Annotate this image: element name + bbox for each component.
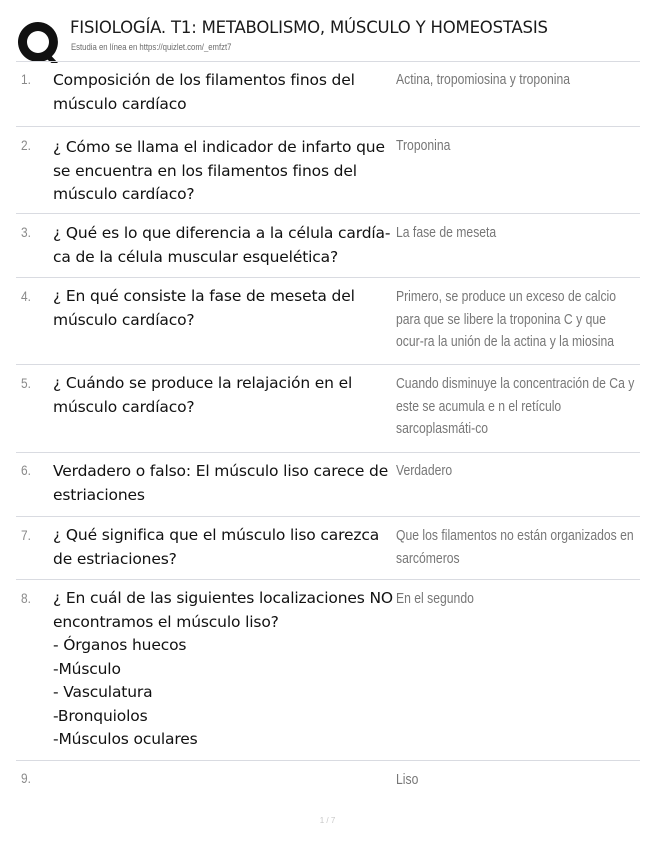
- flashcard-number: 5.: [21, 375, 31, 391]
- flashcard-row: [16, 364, 640, 452]
- flashcard-question: ¿ Qué es lo que diferencia a la célula cardía-ca de la célula muscular esquelética?: [53, 224, 391, 266]
- flashcard-number: 7.: [21, 527, 31, 543]
- flashcard-answer: Liso: [396, 772, 419, 788]
- flashcard-row: [16, 277, 640, 364]
- flashcard-question: ¿ Cuándo se produce la relajación en el músculo cardíaco?: [53, 374, 353, 416]
- flashcard-answer: La fase de meseta: [396, 225, 497, 241]
- flashcard-number: 3.: [21, 224, 31, 240]
- flashcard-row: [16, 61, 640, 126]
- quizlet-logo-icon: [16, 20, 60, 64]
- flashcard-question: Composición de los filamentos finos del músculo cardíaco: [53, 71, 355, 113]
- flashcard-question: ¿ En qué consiste la fase de meseta del músculo cardíaco?: [53, 287, 355, 329]
- flashcard-answer: Primero, se produce un exceso de calcio para que se libere la troponina C y que ocur-ra la unión de la actina y la miosina: [396, 289, 617, 350]
- flashcard-answer: En el segundo: [396, 591, 474, 607]
- flashcard-question: Verdadero o falso: El músculo liso carece de estriaciones: [53, 462, 389, 504]
- flashcard-row: [16, 126, 640, 213]
- flashcard-row: [16, 213, 640, 277]
- flashcard-answer: Actina, tropomiosina y troponina: [396, 72, 571, 88]
- flashcard-answer: Cuando disminuye la concentración de Ca y este se acumula e n el retículo sarcoplasmáti-co: [396, 376, 635, 437]
- flashcard-row: [16, 760, 640, 800]
- flashcard-number: 6.: [21, 462, 31, 478]
- flashcard-question: ¿ Qué significa que el músculo liso carezca de estriaciones?: [53, 526, 380, 568]
- flashcard-number: 1.: [21, 71, 31, 87]
- flashcard-list: [16, 61, 640, 800]
- page-subtitle: Estudia en línea en https://quizlet.com/_emfzt7: [71, 42, 232, 52]
- flashcard-row: [16, 516, 640, 579]
- page-title: FISIOLOGÍA. T1: METABOLISMO, MÚSCULO Y HOMEOSTASIS: [70, 18, 548, 37]
- flashcard-number: 2.: [21, 137, 31, 153]
- flashcard-number: 9.: [21, 770, 31, 786]
- flashcard-question: ¿ Cómo se llama el indicador de infarto que se encuentra en los filamentos finos del músculo cardíaco?: [53, 138, 385, 203]
- flashcard-row: [16, 452, 640, 516]
- page-header: [16, 14, 640, 62]
- flashcard-number: 4.: [21, 288, 31, 304]
- flashcard-answer: Que los filamentos no están organizados en sarcómeros: [396, 528, 634, 567]
- page-number: 1 / 7: [319, 816, 336, 825]
- flashcard-answer: Verdadero: [396, 463, 453, 479]
- flashcard-number: 8.: [21, 590, 31, 606]
- flashcard-answer: Troponina: [396, 138, 451, 154]
- flashcard-row: [16, 579, 640, 760]
- flashcard-question: ¿ En cuál de las siguientes localizaciones NO encontramos el músculo liso? - Órganos huecos -Músculo - Vasculatura -Bronquiolos -Músculos oculares: [53, 589, 393, 748]
